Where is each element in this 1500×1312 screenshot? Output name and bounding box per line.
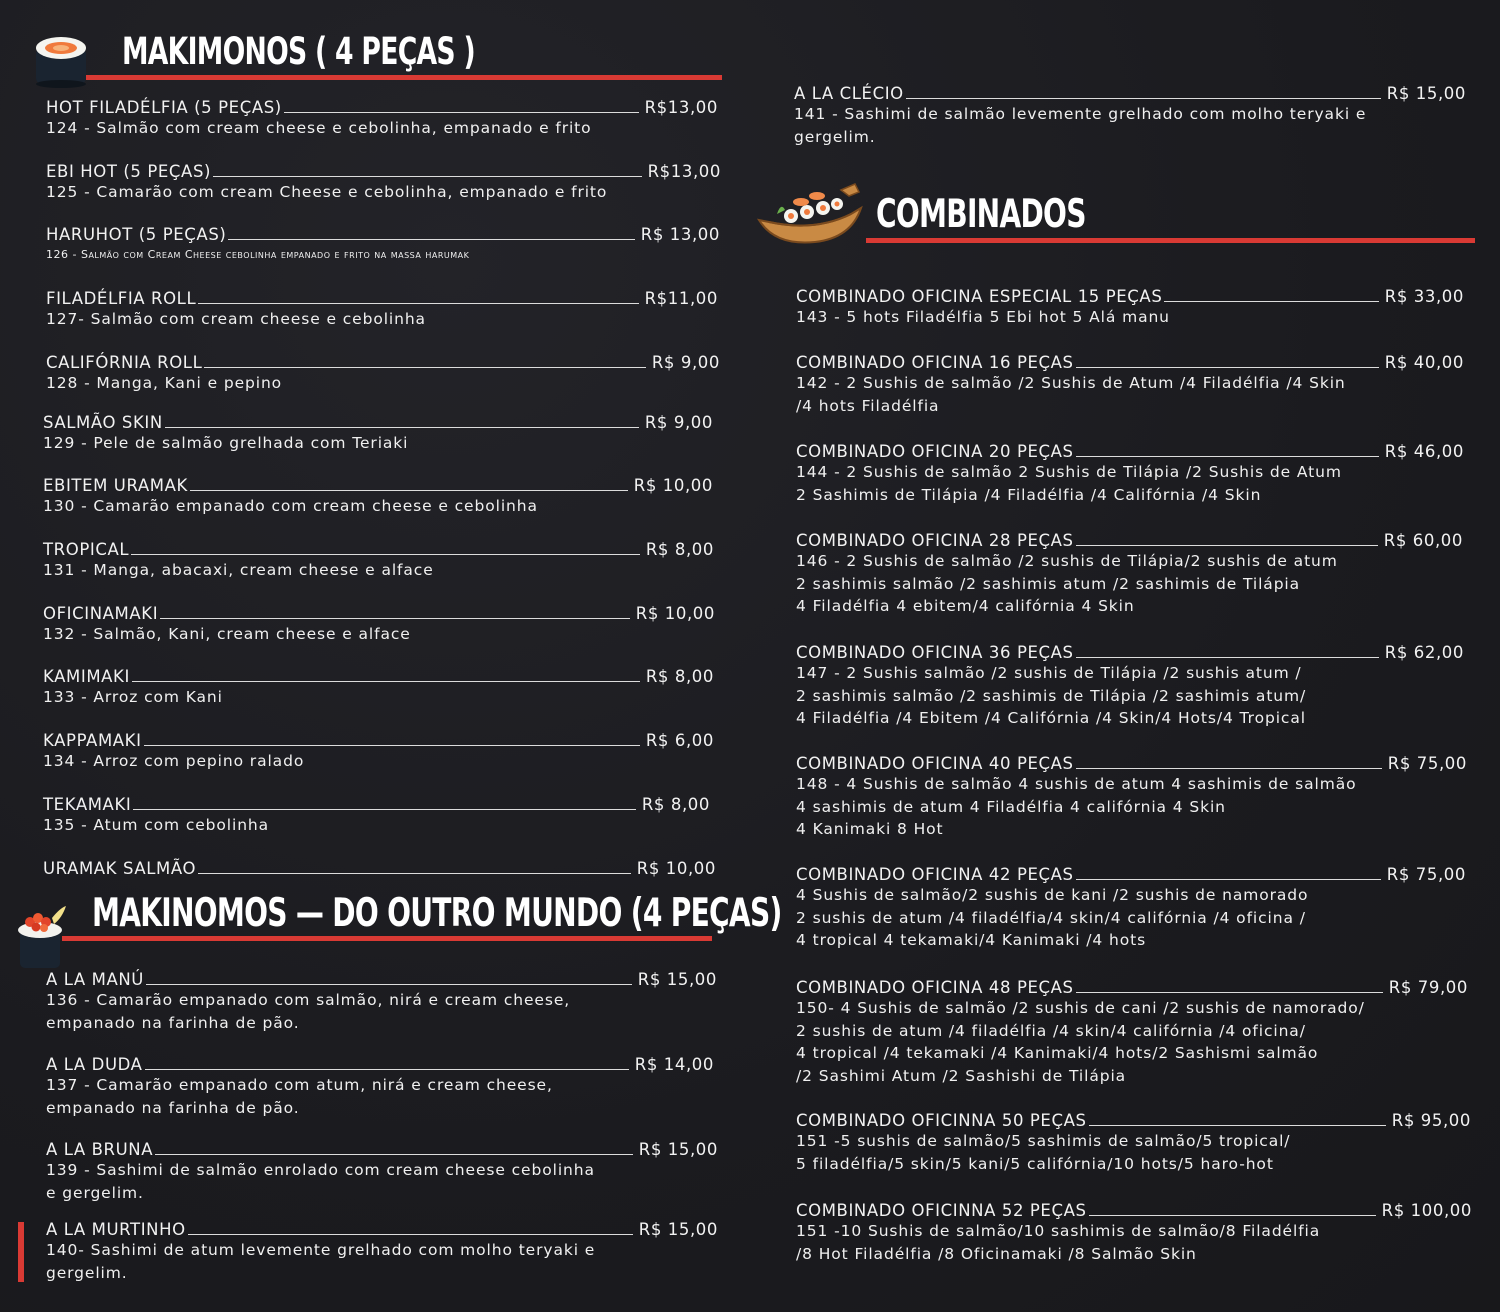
menu-item-kappamaki: [43, 728, 714, 773]
item-description: 147 - 2 Sushis salmão /2 sushis de Tilápia /2 sushis atum /: [796, 664, 1302, 682]
item-description: /4 hots Filadélfia: [796, 396, 940, 415]
item-description: gergelim.: [46, 1263, 128, 1282]
leader-line: [1076, 545, 1378, 546]
leader-line: [284, 112, 639, 113]
item-description: 2 Sashimis de Tilápia /4 Filadélfia /4 Califórnia /4 Skin: [796, 485, 1262, 504]
menu-item-a-la-bruna: [46, 1137, 718, 1204]
menu-item-a-la-clecio: [794, 81, 1466, 148]
menu-item-combinado-oficina-especial-15-pecas: [796, 284, 1464, 329]
item-description: empanado na farinha de pão.: [46, 1098, 300, 1117]
section-title-combinados: COMBINADOS: [876, 192, 1086, 237]
menu-item-combinado-oficina-16-pecas: [796, 350, 1464, 417]
item-name: COMBINADO OFICINA 28 PEÇAS: [796, 531, 1074, 550]
leader-line: [144, 745, 640, 746]
leader-line: [906, 98, 1381, 99]
section-divider: [86, 75, 722, 80]
item-header: [796, 862, 1466, 884]
item-description: 130 - Camarão empanado com cream cheese e cebolinha: [43, 497, 538, 515]
item-description: /8 Hot Filadélfia /8 Oficinamaki /8 Salmão Skin: [796, 1244, 1197, 1263]
item-price: R$ 9,00: [651, 353, 720, 372]
item-description: 142 - 2 Sushis de salmão /2 Sushis de Atum /4 Filadélfia /4 Skin: [796, 374, 1346, 392]
leader-line: [165, 427, 639, 428]
item-price: R$ 79,00: [1388, 978, 1468, 997]
item-description: 4 Sushis de salmão/2 sushis de kani /2 sushis de namorado: [796, 886, 1309, 904]
item-price: R$ 75,00: [1387, 754, 1467, 773]
item-header: [43, 537, 714, 559]
leader-line: [146, 984, 632, 985]
item-price: R$ 46,00: [1384, 442, 1464, 461]
item-name: URAMAK SALMÃO: [43, 859, 197, 878]
menu-item-combinado-oficina-28-pecas: [796, 528, 1463, 618]
accent-bar: [18, 1222, 24, 1282]
menu-item-a-la-duda: [46, 1052, 714, 1119]
item-header: [46, 222, 720, 244]
item-description: 2 sashimis salmão /2 sashimis de Tilápia /2 sashimis atum/: [796, 686, 1307, 705]
item-description: 2 sashimis salmão /2 sashimis atum /2 sashimis de Tilápia: [796, 574, 1301, 593]
item-header: [43, 856, 716, 878]
item-name: COMBINADO OFICINA 20 PEÇAS: [796, 442, 1074, 461]
item-price: R$ 10,00: [633, 476, 713, 495]
item-name: A LA DUDA: [46, 1055, 143, 1074]
item-name: A LA MANÚ: [46, 970, 144, 989]
item-price: R$ 75,00: [1386, 865, 1466, 884]
item-price: R$ 8,00: [645, 540, 714, 559]
item-header: [43, 728, 714, 750]
item-name: EBI HOT (5 PEÇAS): [46, 162, 212, 181]
leader-line: [1076, 879, 1381, 880]
menu-item-tropical: [43, 537, 714, 582]
leader-line: [1076, 992, 1383, 993]
leader-line: [155, 1154, 633, 1155]
item-price: R$ 8,00: [645, 667, 714, 686]
menu-item-salmao-skin: [43, 410, 713, 455]
leader-line: [228, 239, 634, 240]
item-price: R$ 15,00: [638, 1140, 718, 1159]
item-price: R$ 13,00: [640, 225, 720, 244]
item-description: empanado na farinha de pão.: [46, 1013, 300, 1032]
item-description: 148 - 4 Sushis de salmão 4 sushis de atum 4 sashimis de salmão: [796, 775, 1357, 793]
item-description: 132 - Salmão, Kani, cream cheese e alface: [43, 625, 411, 643]
menu-item-haruhot-5-pecas: [46, 222, 720, 267]
menu-item-a-la-manu: [46, 967, 717, 1034]
leader-line: [188, 1234, 633, 1235]
item-description: 4 Filadélfia /4 Ebitem /4 Califórnia /4 Skin/4 Hots/4 Tropical: [796, 709, 1306, 727]
menu-item-combinado-oficina-42-pecas: [796, 862, 1466, 952]
menu-item-a-la-murtinho: [46, 1217, 718, 1284]
item-name: COMBINADO OFICINA ESPECIAL 15 PEÇAS: [796, 287, 1163, 306]
sushi-roll-icon: [30, 30, 92, 88]
item-header: [796, 975, 1468, 997]
leader-line: [198, 303, 638, 304]
item-name: SALMÃO SKIN: [43, 413, 163, 432]
item-price: R$ 10,00: [635, 604, 715, 623]
leader-line: [213, 176, 642, 177]
item-name: HARUHOT (5 PEÇAS): [46, 225, 227, 244]
item-description: 143 - 5 hots Filadélfia 5 Ebi hot 5 Alá manu: [796, 308, 1170, 326]
leader-line: [133, 809, 636, 810]
item-price: R$ 40,00: [1384, 353, 1464, 372]
item-description: 4 sashimis de atum 4 Filadélfia 4 califórnia 4 Skin: [796, 797, 1226, 816]
item-name: EBITEM URAMAK: [43, 476, 188, 495]
leader-line: [1089, 1125, 1386, 1126]
item-description: 4 tropical /4 tekamaki /4 Kanimaki/4 hots/2 Sashismi salmão: [796, 1044, 1319, 1062]
leader-line: [1076, 657, 1379, 658]
item-name: FILADÉLFIA ROLL: [46, 289, 197, 308]
item-description: 4 Filadélfia 4 ebitem/4 califórnia 4 Skin: [796, 597, 1135, 615]
item-price: R$13,00: [644, 98, 718, 117]
item-price: R$ 15,00: [1386, 84, 1466, 103]
item-name: TROPICAL: [43, 540, 130, 559]
item-name: HOT FILADÉLFIA (5 PEÇAS): [46, 98, 282, 117]
leader-line: [1089, 1215, 1376, 1216]
leader-line: [145, 1069, 629, 1070]
item-header: [46, 286, 718, 308]
menu-item-combinado-oficina-40-pecas: [796, 751, 1467, 841]
leader-line: [190, 490, 628, 491]
sushi-boat-icon: [755, 180, 867, 252]
item-header: [46, 1052, 714, 1074]
item-header: [43, 601, 715, 623]
menu-item-combinado-oficina-48-pecas: [796, 975, 1468, 1087]
section-divider: [62, 936, 712, 941]
item-description: 129 - Pele de salmão grelhada com Teriaki: [43, 434, 409, 452]
item-price: R$ 100,00: [1381, 1201, 1472, 1220]
item-header: [46, 350, 720, 372]
leader-line: [1076, 367, 1379, 368]
item-description: e gergelim.: [46, 1183, 144, 1202]
item-price: R$ 14,00: [634, 1055, 714, 1074]
item-price: R$ 95,00: [1391, 1111, 1471, 1130]
item-header: [794, 81, 1466, 103]
item-header: [796, 1198, 1472, 1220]
menu-item-filadelfia-roll: [46, 286, 718, 331]
menu-item-oficinamaki: [43, 601, 715, 646]
item-name: KAPPAMAKI: [43, 731, 142, 750]
item-name: A LA CLÉCIO: [794, 84, 904, 103]
item-description: 140- Sashimi de atum levemente grelhado com molho teryaki e: [46, 1241, 596, 1259]
item-name: COMBINADO OFICINA 42 PEÇAS: [796, 865, 1074, 884]
item-price: R$11,00: [644, 289, 718, 308]
item-description: gergelim.: [794, 127, 876, 146]
item-header: [46, 95, 718, 117]
item-description: 4 tropical 4 tekamaki/4 Kanimaki /4 hots: [796, 931, 1147, 949]
item-name: KAMIMAKI: [43, 667, 130, 686]
menu-item-combinado-oficina-36-pecas: [796, 640, 1464, 730]
menu-item-hot-filadelfia-5-pecas: [46, 95, 718, 140]
leader-line: [198, 873, 631, 874]
item-description: 135 - Atum com cebolinha: [43, 816, 270, 834]
menu-item-kamimaki: [43, 664, 714, 709]
item-description: 139 - Sashimi de salmão enrolado com cream cheese cebolinha: [46, 1161, 595, 1179]
item-description: 150- 4 Sushis de salmão /2 sushis de cani /2 sushis de namorado/: [796, 999, 1365, 1017]
item-name: COMBINADO OFICINA 16 PEÇAS: [796, 353, 1074, 372]
item-name: TEKAMAKI: [43, 795, 132, 814]
leader-line: [160, 618, 630, 619]
item-header: [43, 792, 710, 814]
menu-item-combinado-oficina-20-pecas: [796, 439, 1464, 506]
item-description: 131 - Manga, abacaxi, cream cheese e alface: [43, 561, 434, 579]
menu-item-ebi-hot-5-pecas: [46, 159, 721, 204]
item-name: COMBINADO OFICINA 40 PEÇAS: [796, 754, 1074, 773]
section-divider: [866, 238, 1475, 243]
item-description: 144 - 2 Sushis de salmão 2 Sushis de Tilápia /2 Sushis de Atum: [796, 463, 1342, 481]
item-price: R$ 62,00: [1384, 643, 1464, 662]
item-header: [796, 751, 1467, 773]
menu-item-tekamaki: [43, 792, 710, 837]
item-price: R$ 6,00: [645, 731, 714, 750]
item-description: 151 -5 sushis de salmão/5 sashimis de salmão/5 tropical/: [796, 1132, 1291, 1150]
leader-line: [1164, 301, 1378, 302]
item-name: COMBINADO OFICINA 36 PEÇAS: [796, 643, 1074, 662]
item-name: CALIFÓRNIA ROLL: [46, 353, 203, 372]
item-description: 137 - Camarão empanado com atum, nirá e cream cheese,: [46, 1076, 553, 1094]
item-description: 124 - Salmão com cream cheese e cebolinha, empanado e frito: [46, 119, 592, 137]
leader-line: [204, 367, 645, 368]
item-header: [796, 528, 1463, 550]
item-header: [43, 664, 714, 686]
item-header: [43, 473, 713, 495]
item-name: COMBINADO OFICINNA 52 PEÇAS: [796, 1201, 1087, 1220]
item-name: COMBINADO OFICINNA 50 PEÇAS: [796, 1111, 1087, 1130]
item-header: [796, 439, 1464, 461]
item-description: 126 - Salmão com Cream Cheese cebolinha empanado e frito na massa harumak: [46, 248, 470, 261]
item-description: 151 -10 Sushis de salmão/10 sashimis de salmão/8 Filadélfia: [796, 1222, 1321, 1240]
item-name: COMBINADO OFICINA 48 PEÇAS: [796, 978, 1074, 997]
item-header: [796, 284, 1464, 306]
item-description: 134 - Arroz com pepino ralado: [43, 752, 305, 770]
item-header: [46, 159, 721, 181]
item-price: R$ 15,00: [637, 970, 717, 989]
menu-item-california-roll: [46, 350, 720, 395]
item-description: 141 - Sashimi de salmão levemente grelhado com molho teryaki e: [794, 105, 1367, 123]
section-title-makimonos: MAKIMONOS ( 4 PEÇAS ): [122, 30, 475, 73]
item-description: 136 - Camarão empanado com salmão, nirá e cream cheese,: [46, 991, 571, 1009]
leader-line: [131, 554, 640, 555]
leader-line: [1076, 768, 1382, 769]
item-description: 2 sushis de atum /4 filadélfia/4 skin/4 califórnia /4 oficina /: [796, 908, 1306, 927]
item-price: R$ 60,00: [1383, 531, 1463, 550]
item-description: 2 sushis de atum /4 filadélfia /4 skin/4 califórnia /4 oficina/: [796, 1021, 1306, 1040]
menu-item-uramak-salmao: [43, 856, 716, 878]
item-price: R$ 15,00: [638, 1220, 718, 1239]
item-description: 133 - Arroz com Kani: [43, 688, 223, 706]
item-header: [43, 410, 713, 432]
item-price: R$ 8,00: [641, 795, 710, 814]
item-description: 146 - 2 Sushis de salmão /2 sushis de Tilápia/2 sushis de atum: [796, 552, 1338, 570]
item-description: 125 - Camarão com cream Cheese e cebolinha, empanado e frito: [46, 183, 608, 201]
item-price: R$ 9,00: [644, 413, 713, 432]
leader-line: [1076, 456, 1379, 457]
item-header: [46, 967, 717, 989]
item-header: [796, 1108, 1471, 1130]
leader-line: [132, 681, 640, 682]
item-name: OFICINAMAKI: [43, 604, 159, 623]
item-price: R$ 33,00: [1384, 287, 1464, 306]
item-description: 128 - Manga, Kani e pepino: [46, 374, 283, 392]
menu-item-ebitem-uramak: [43, 473, 713, 518]
item-price: R$ 10,00: [636, 859, 716, 878]
item-name: A LA BRUNA: [46, 1140, 154, 1159]
item-header: [46, 1217, 718, 1239]
item-description: /2 Sashimi Atum /2 Sashishi de Tilápia: [796, 1066, 1127, 1085]
section-title-outro-mundo: MAKINOMOS — DO OUTRO MUNDO (4 PEÇAS): [92, 891, 782, 936]
item-header: [796, 640, 1464, 662]
item-name: A LA MURTINHO: [46, 1220, 186, 1239]
menu-item-combinado-oficinna-52-pecas: [796, 1198, 1472, 1265]
item-description: 127- Salmão com cream cheese e cebolinha: [46, 310, 426, 328]
item-description: 5 filadélfia/5 skin/5 kani/5 califórnia/10 hots/5 haro-hot: [796, 1154, 1274, 1173]
item-header: [46, 1137, 718, 1159]
item-description: 4 Kanimaki 8 Hot: [796, 820, 944, 838]
item-header: [796, 350, 1464, 372]
menu-item-combinado-oficinna-50-pecas: [796, 1108, 1471, 1175]
item-price: R$13,00: [647, 162, 721, 181]
